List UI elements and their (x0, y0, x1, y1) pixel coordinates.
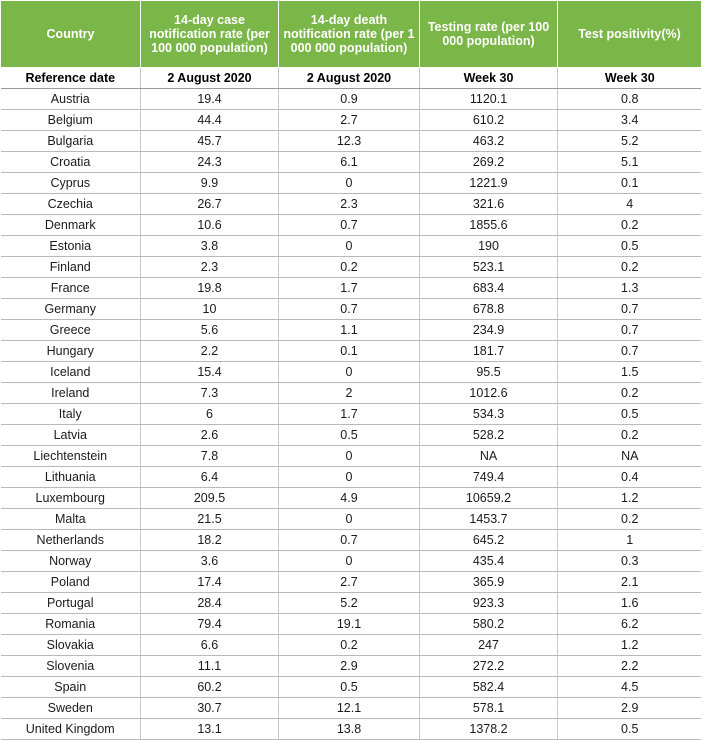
test-positivity-cell: 5.2 (558, 131, 701, 152)
table-row (1, 656, 701, 677)
death-rate-cell: 12.1 (279, 698, 420, 719)
table-row (1, 635, 701, 656)
testing-rate-cell: 234.9 (420, 320, 558, 341)
country-cell: Romania (1, 614, 141, 635)
case-rate-cell: 5.6 (141, 320, 279, 341)
test-positivity-cell: 1.6 (558, 593, 701, 614)
case-rate-cell: 2.6 (141, 425, 279, 446)
testing-rate-cell: NA (420, 446, 558, 467)
death-rate-cell: 0 (279, 362, 420, 383)
case-rate-cell: 6.4 (141, 467, 279, 488)
reference-label: Reference date (1, 68, 141, 89)
country-cell: Greece (1, 320, 141, 341)
country-cell: Italy (1, 404, 141, 425)
table-row (1, 278, 701, 299)
case-rate-cell: 28.4 (141, 593, 279, 614)
table-row (1, 614, 701, 635)
testing-rate-cell: 365.9 (420, 572, 558, 593)
header-row (1, 1, 701, 68)
table-row (1, 236, 701, 257)
table-row (1, 362, 701, 383)
case-rate-cell: 18.2 (141, 530, 279, 551)
death-rate-cell: 1.7 (279, 278, 420, 299)
test-positivity-cell: NA (558, 446, 701, 467)
testing-rate-cell: 1221.9 (420, 173, 558, 194)
case-rate-cell: 6 (141, 404, 279, 425)
reference-testing-week: Week 30 (420, 68, 558, 89)
case-rate-cell: 17.4 (141, 572, 279, 593)
header-testing-rate: Testing rate (per 100 000 population) (420, 1, 558, 68)
testing-rate-cell: 678.8 (420, 299, 558, 320)
country-cell: Spain (1, 677, 141, 698)
death-rate-cell: 0 (279, 509, 420, 530)
testing-rate-cell: 1855.6 (420, 215, 558, 236)
death-rate-cell: 2.7 (279, 110, 420, 131)
case-rate-cell: 11.1 (141, 656, 279, 677)
table-row (1, 593, 701, 614)
case-rate-cell: 7.3 (141, 383, 279, 404)
death-rate-cell: 0.5 (279, 677, 420, 698)
test-positivity-cell: 0.2 (558, 383, 701, 404)
death-rate-cell: 2 (279, 383, 420, 404)
test-positivity-cell: 0.5 (558, 404, 701, 425)
test-positivity-cell: 4.5 (558, 677, 701, 698)
country-cell: United Kingdom (1, 719, 141, 740)
table-row (1, 446, 701, 467)
table-row (1, 383, 701, 404)
test-positivity-cell: 1 (558, 530, 701, 551)
testing-rate-cell: 749.4 (420, 467, 558, 488)
country-cell: Germany (1, 299, 141, 320)
testing-rate-cell: 269.2 (420, 152, 558, 173)
death-rate-cell: 0.7 (279, 530, 420, 551)
death-rate-cell: 19.1 (279, 614, 420, 635)
testing-rate-cell: 1453.7 (420, 509, 558, 530)
table-row (1, 131, 701, 152)
test-positivity-cell: 1.5 (558, 362, 701, 383)
test-positivity-cell: 0.7 (558, 299, 701, 320)
testing-rate-cell: 578.1 (420, 698, 558, 719)
table-row (1, 677, 701, 698)
test-positivity-cell: 0.8 (558, 89, 701, 110)
case-rate-cell: 10 (141, 299, 279, 320)
test-positivity-cell: 3.4 (558, 110, 701, 131)
testing-rate-cell: 582.4 (420, 677, 558, 698)
table-row (1, 530, 701, 551)
country-cell: Slovakia (1, 635, 141, 656)
table-row (1, 488, 701, 509)
test-positivity-cell: 0.1 (558, 173, 701, 194)
test-positivity-cell: 0.2 (558, 257, 701, 278)
table-row (1, 173, 701, 194)
country-cell: Sweden (1, 698, 141, 719)
case-rate-cell: 9.9 (141, 173, 279, 194)
death-rate-cell: 1.7 (279, 404, 420, 425)
death-rate-cell: 0.5 (279, 425, 420, 446)
case-rate-cell: 15.4 (141, 362, 279, 383)
death-rate-cell: 0.9 (279, 89, 420, 110)
testing-rate-cell: 435.4 (420, 551, 558, 572)
case-rate-cell: 10.6 (141, 215, 279, 236)
country-cell: Slovenia (1, 656, 141, 677)
country-cell: Austria (1, 89, 141, 110)
header-death-rate: 14-day death notification rate (per 1 000 000 population) (279, 1, 420, 68)
testing-rate-cell: 1012.6 (420, 383, 558, 404)
table-row (1, 572, 701, 593)
testing-rate-cell: 10659.2 (420, 488, 558, 509)
country-cell: Latvia (1, 425, 141, 446)
table-row (1, 215, 701, 236)
case-rate-cell: 45.7 (141, 131, 279, 152)
country-cell: Poland (1, 572, 141, 593)
testing-rate-cell: 580.2 (420, 614, 558, 635)
test-positivity-cell: 1.2 (558, 488, 701, 509)
death-rate-cell: 0.2 (279, 635, 420, 656)
testing-rate-cell: 95.5 (420, 362, 558, 383)
testing-rate-cell: 610.2 (420, 110, 558, 131)
table-row (1, 467, 701, 488)
test-positivity-cell: 0.7 (558, 341, 701, 362)
testing-rate-cell: 247 (420, 635, 558, 656)
testing-rate-cell: 321.6 (420, 194, 558, 215)
test-positivity-cell: 5.1 (558, 152, 701, 173)
test-positivity-cell: 0.5 (558, 236, 701, 257)
table-row (1, 341, 701, 362)
test-positivity-cell: 2.2 (558, 656, 701, 677)
reference-date-row (1, 68, 701, 89)
case-rate-cell: 19.8 (141, 278, 279, 299)
test-positivity-cell: 0.2 (558, 509, 701, 530)
death-rate-cell: 12.3 (279, 131, 420, 152)
testing-rate-cell: 1378.2 (420, 719, 558, 740)
country-cell: Malta (1, 509, 141, 530)
death-rate-cell: 0.2 (279, 257, 420, 278)
country-cell: Bulgaria (1, 131, 141, 152)
testing-rate-cell: 683.4 (420, 278, 558, 299)
table-row (1, 719, 701, 740)
table-row (1, 404, 701, 425)
country-cell: Croatia (1, 152, 141, 173)
test-positivity-cell: 0.5 (558, 719, 701, 740)
table-row (1, 425, 701, 446)
testing-rate-cell: 534.3 (420, 404, 558, 425)
test-positivity-cell: 0.7 (558, 320, 701, 341)
case-rate-cell: 2.2 (141, 341, 279, 362)
death-rate-cell: 0.1 (279, 341, 420, 362)
testing-rate-cell: 645.2 (420, 530, 558, 551)
test-positivity-cell: 0.2 (558, 425, 701, 446)
case-rate-cell: 209.5 (141, 488, 279, 509)
country-cell: Czechia (1, 194, 141, 215)
table-row (1, 257, 701, 278)
case-rate-cell: 6.6 (141, 635, 279, 656)
table-row (1, 698, 701, 719)
country-cell: France (1, 278, 141, 299)
table-row (1, 152, 701, 173)
test-positivity-cell: 6.2 (558, 614, 701, 635)
country-cell: Netherlands (1, 530, 141, 551)
case-rate-cell: 21.5 (141, 509, 279, 530)
table-row (1, 194, 701, 215)
table-row (1, 551, 701, 572)
death-rate-cell: 0 (279, 236, 420, 257)
test-positivity-cell: 0.3 (558, 551, 701, 572)
death-rate-cell: 2.3 (279, 194, 420, 215)
country-cell: Finland (1, 257, 141, 278)
death-rate-cell: 2.7 (279, 572, 420, 593)
test-positivity-cell: 1.2 (558, 635, 701, 656)
case-rate-cell: 3.6 (141, 551, 279, 572)
country-cell: Norway (1, 551, 141, 572)
country-cell: Cyprus (1, 173, 141, 194)
death-rate-cell: 2.9 (279, 656, 420, 677)
death-rate-cell: 1.1 (279, 320, 420, 341)
death-rate-cell: 4.9 (279, 488, 420, 509)
case-rate-cell: 2.3 (141, 257, 279, 278)
case-rate-cell: 79.4 (141, 614, 279, 635)
table-row (1, 89, 701, 110)
country-cell: Portugal (1, 593, 141, 614)
test-positivity-cell: 2.1 (558, 572, 701, 593)
test-positivity-cell: 0.4 (558, 467, 701, 488)
table-row (1, 299, 701, 320)
table-row (1, 110, 701, 131)
testing-rate-cell: 272.2 (420, 656, 558, 677)
case-rate-cell: 24.3 (141, 152, 279, 173)
death-rate-cell: 0 (279, 551, 420, 572)
table-row (1, 509, 701, 530)
death-rate-cell: 13.8 (279, 719, 420, 740)
case-rate-cell: 30.7 (141, 698, 279, 719)
case-rate-cell: 60.2 (141, 677, 279, 698)
country-cell: Luxembourg (1, 488, 141, 509)
reference-positivity-week: Week 30 (558, 68, 701, 89)
testing-rate-cell: 190 (420, 236, 558, 257)
header-test-positivity: Test positivity(%) (558, 1, 701, 68)
testing-rate-cell: 181.7 (420, 341, 558, 362)
country-cell: Hungary (1, 341, 141, 362)
death-rate-cell: 0 (279, 173, 420, 194)
death-rate-cell: 0 (279, 467, 420, 488)
testing-rate-cell: 463.2 (420, 131, 558, 152)
case-rate-cell: 44.4 (141, 110, 279, 131)
case-rate-cell: 3.8 (141, 236, 279, 257)
case-rate-cell: 7.8 (141, 446, 279, 467)
death-rate-cell: 0 (279, 446, 420, 467)
country-cell: Lithuania (1, 467, 141, 488)
country-cell: Estonia (1, 236, 141, 257)
table-row (1, 320, 701, 341)
death-rate-cell: 5.2 (279, 593, 420, 614)
test-positivity-cell: 0.2 (558, 215, 701, 236)
country-cell: Ireland (1, 383, 141, 404)
test-positivity-cell: 4 (558, 194, 701, 215)
header-case-rate: 14-day case notification rate (per 100 000 population) (141, 1, 279, 68)
country-cell: Belgium (1, 110, 141, 131)
country-cell: Denmark (1, 215, 141, 236)
header-country: Country (1, 1, 141, 68)
death-rate-cell: 0.7 (279, 299, 420, 320)
death-rate-cell: 0.7 (279, 215, 420, 236)
case-rate-cell: 19.4 (141, 89, 279, 110)
test-positivity-cell: 2.9 (558, 698, 701, 719)
case-rate-cell: 13.1 (141, 719, 279, 740)
testing-rate-cell: 923.3 (420, 593, 558, 614)
test-positivity-cell: 1.3 (558, 278, 701, 299)
country-cell: Liechtenstein (1, 446, 141, 467)
testing-rate-cell: 528.2 (420, 425, 558, 446)
reference-case-date: 2 August 2020 (141, 68, 279, 89)
reference-death-date: 2 August 2020 (279, 68, 420, 89)
testing-rate-cell: 1120.1 (420, 89, 558, 110)
country-cell: Iceland (1, 362, 141, 383)
testing-rate-cell: 523.1 (420, 257, 558, 278)
death-rate-cell: 6.1 (279, 152, 420, 173)
case-rate-cell: 26.7 (141, 194, 279, 215)
